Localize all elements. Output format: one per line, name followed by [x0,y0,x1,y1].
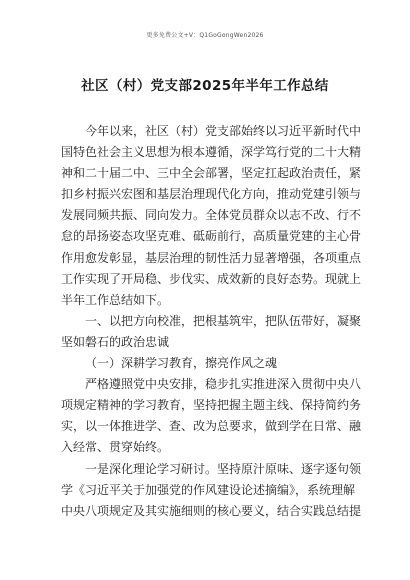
intro-line: 作用愈发彰显，基层治理的韧性活力显著增强，各项重点 [61,250,362,265]
paragraph-line: 严格遵照党中央安排，稳步扎实推进深入贯彻中央八 [85,377,362,392]
document-title: 社区（村）党支部2025年半年工作总结 [81,78,329,94]
paragraph-line: 实，以一体推进学、查、改为总要求，做到学在日常、融 [61,419,362,434]
document-body [61,121,362,522]
intro-line: 半年工作总结如下。 [61,292,170,307]
paragraph-line: 入经常、贯穿始终。 [61,440,170,455]
intro-line: 今年以来，社区（村）党支部始终以习近平新时代中 [85,124,362,138]
paragraph-line: 中央八项规定及其实施细则的核心要义，结合实践总结提 [61,503,362,518]
paragraph-line: 学《习近平关于加强党的作风建设论述摘编》，系统理解 [61,482,356,497]
intro-line: 神和二十届二中、三中全会部署，坚定扛起政治责任，紧 [61,166,362,181]
intro-line: 扣乡村振兴宏图和基层治理现代化方向，推动党建引领与 [61,187,362,202]
paragraph-line: 项规定精神的学习教育，坚持把握主题主线、保持简约务 [61,398,362,413]
paragraph-line: 一是深化理论学习研讨。坚持原汁原味、逐字逐句领 [85,461,362,476]
header-note: 更多免费公文+V：Q1GoGongWen2026 [146,32,264,39]
intro-line: 发展同频共振、同向发力。全体党员群众以志不改、行不 [61,208,362,223]
section-heading-line: 一、以把方向校准，把根基筑牢，把队伍带好，凝聚 [85,313,362,328]
intro-line: 工作实现了开局稳、步伐实、成效新的良好态势。现就上 [61,271,362,286]
subsection-heading: （一）深耕学习教育，擦亮作风之魂 [85,356,278,371]
intro-line: 怠的昂扬姿态攻坚克难、砥砺前行，高质量党建的主心骨 [61,229,362,244]
intro-line: 国特色社会主义思想为根本遵循，深学笃行党的二十大精 [61,145,362,160]
section-heading-line: 坚如磐石的政治忠诚 [61,334,170,349]
